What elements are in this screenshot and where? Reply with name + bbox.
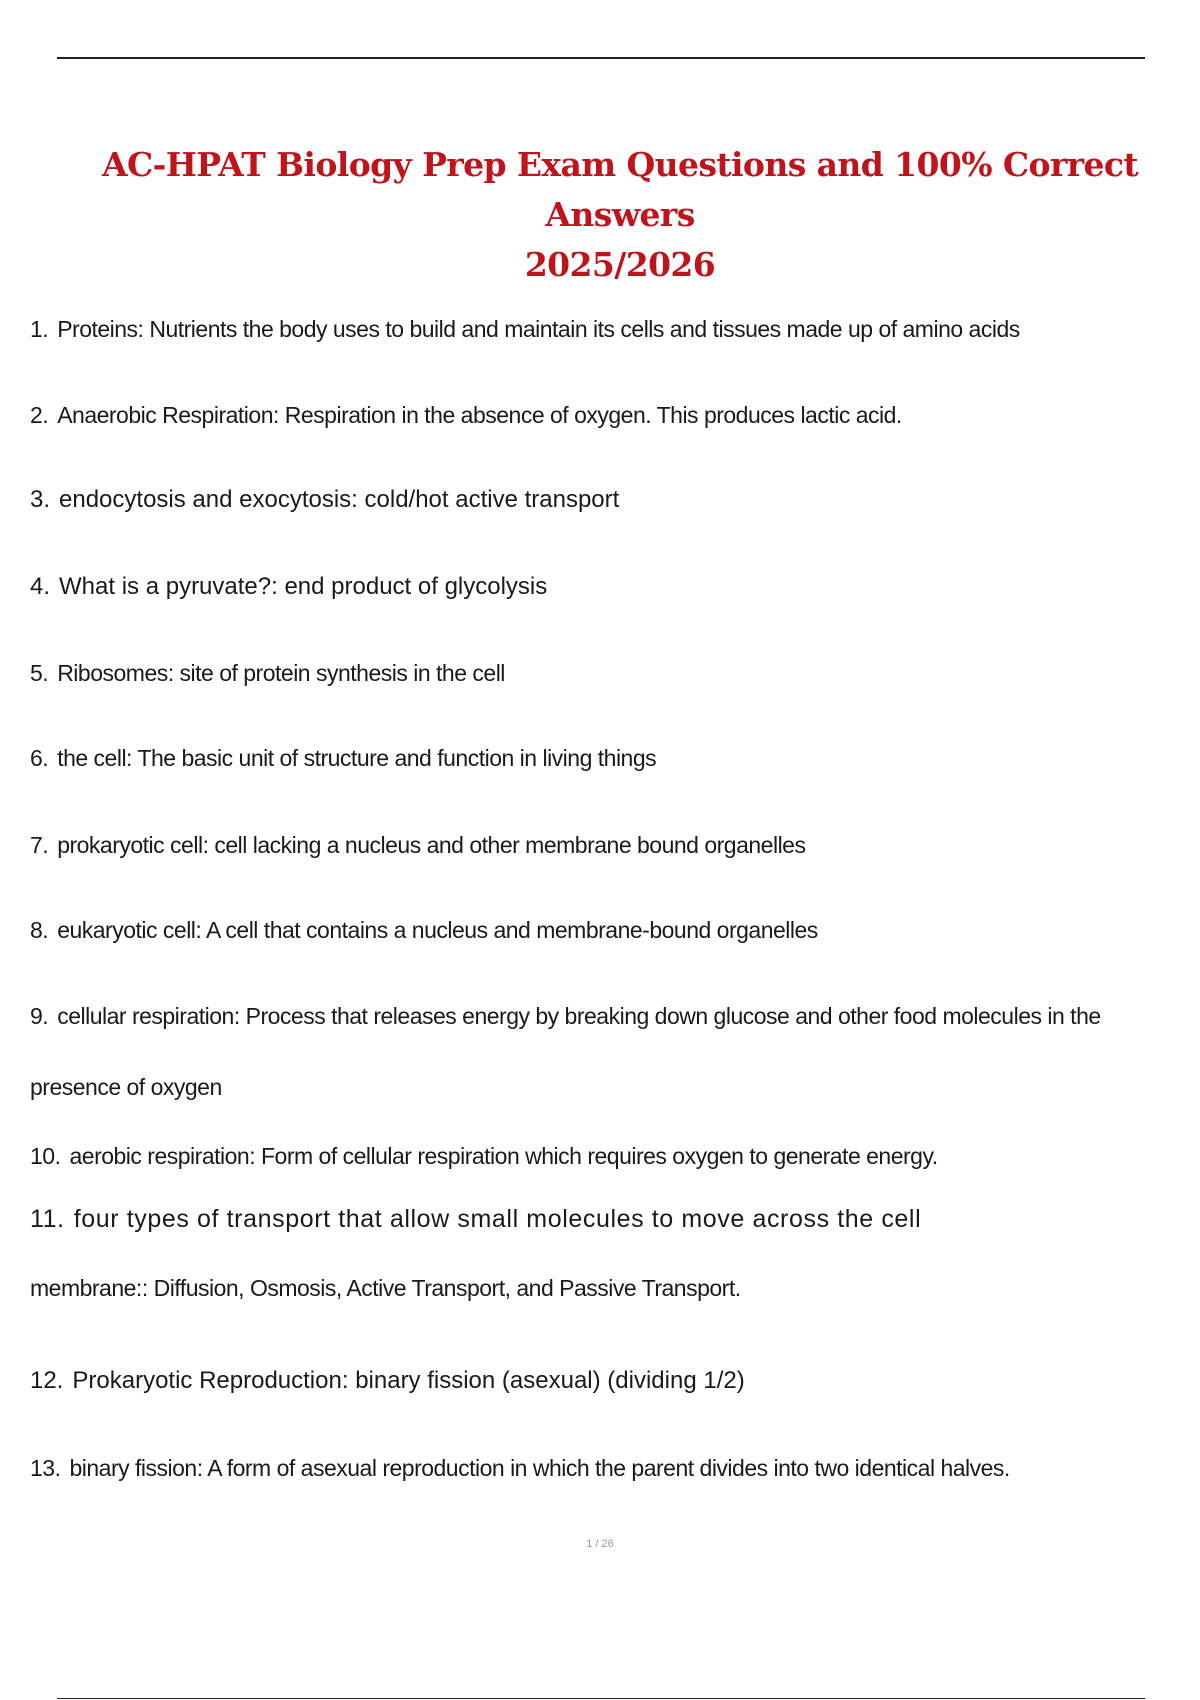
item-number: 7. — [30, 832, 49, 858]
item-term: endocytosis and exocytosis: — [59, 486, 358, 513]
list-item — [30, 1143, 1160, 1170]
item-term: binary fission: — [69, 1455, 203, 1481]
item-answer: A form of asexual reproduction in which the parent divides into two identical halves. — [207, 1455, 1010, 1481]
list-item — [30, 1455, 1160, 1482]
item-number: 1. — [30, 316, 49, 342]
item-number: 5. — [30, 660, 49, 686]
item-answer: membrane:: Diffusion, Osmosis, Active Transport, and Passive Transport. — [30, 1275, 741, 1301]
item-number: 6. — [30, 745, 49, 771]
item-answer: binary fission (asexual) (dividing 1/2) — [355, 1367, 745, 1394]
item-term: aerobic respiration: — [69, 1143, 256, 1169]
item-term: eukaryotic cell: — [57, 917, 202, 943]
item-number: 12. — [30, 1367, 64, 1394]
item-number: 13. — [30, 1455, 61, 1481]
item-number: 10. — [30, 1143, 61, 1169]
item-number: 4. — [30, 573, 51, 600]
item-term: Proteins: — [57, 316, 144, 342]
document-title — [40, 140, 1200, 290]
list-item — [30, 1003, 1160, 1030]
item-answer: cell lacking a nucleus and other membrane bound organelles — [214, 832, 806, 858]
item-term: Anaerobic Respiration: — [57, 402, 279, 428]
list-item — [30, 1367, 1160, 1395]
bottom-rule — [57, 1698, 1145, 1699]
item-answer: end product of glycolysis — [284, 573, 548, 600]
item-term: four types of transport that allow small molecules to move across the cell — [73, 1205, 922, 1233]
title-line-1: AC-HPAT Biology Prep Exam Questions and 100% Correct Answers — [101, 145, 1139, 234]
item-answer: cold/hot active transport — [364, 486, 620, 513]
top-rule — [57, 57, 1145, 59]
item-term: the cell: — [57, 745, 132, 771]
item-answer: The basic unit of structure and function in living things — [137, 745, 657, 771]
list-item-continuation — [30, 1074, 1160, 1101]
item-answer-continuation: presence of oxygen — [30, 1074, 222, 1100]
list-item — [30, 660, 1160, 687]
item-answer: A cell that contains a nucleus and membrane-bound organelles — [205, 917, 818, 943]
list-item-continuation — [30, 1275, 1160, 1302]
list-item — [30, 486, 1160, 514]
list-item — [30, 832, 1160, 859]
item-number: 11. — [30, 1205, 65, 1233]
item-number: 2. — [30, 402, 49, 428]
item-answer: Form of cellular respiration which requires oxygen to generate energy. — [260, 1143, 938, 1169]
item-term: cellular respiration: — [57, 1003, 240, 1029]
item-answer: Process that releases energy by breaking down glucose and other food molecules in the — [245, 1003, 1101, 1029]
item-answer: Nutrients the body uses to build and maintain its cells and tissues made up of amino acids — [149, 316, 1020, 342]
item-number: 9. — [30, 1003, 49, 1029]
page-indicator: 1 / 26 — [586, 1538, 614, 1550]
item-term: Ribosomes: — [57, 660, 174, 686]
item-number: 8. — [30, 917, 49, 943]
item-term: Prokaryotic Reproduction: — [72, 1367, 349, 1394]
list-item — [30, 402, 1160, 429]
list-item — [30, 917, 1160, 944]
item-term: prokaryotic cell: — [57, 832, 209, 858]
item-answer: Respiration in the absence of oxygen. This produces lactic acid. — [284, 402, 902, 428]
list-item — [30, 573, 1160, 601]
list-item — [30, 316, 1160, 343]
list-item — [30, 745, 1160, 772]
list-item — [30, 1205, 1160, 1234]
item-term: What is a pyruvate?: — [59, 573, 278, 600]
item-number: 3. — [30, 486, 51, 513]
item-answer: site of protein synthesis in the cell — [179, 660, 505, 686]
title-line-2: 2025/2026 — [524, 245, 716, 284]
